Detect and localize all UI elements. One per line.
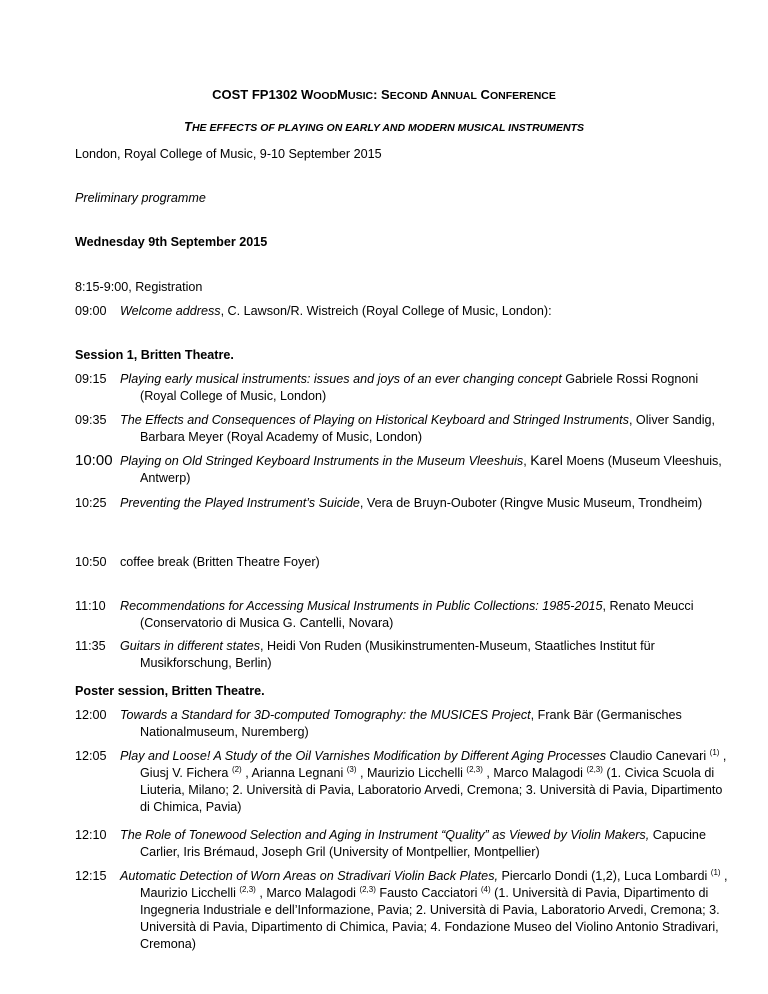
- item-title: Recommendations for Accessing Musical Instruments in Public Collections: 1985-2015: [120, 599, 603, 613]
- programme-item: 10:00 Playing on Old Stringed Keyboard Instruments in the Museum Vleeshuis, Karel Moens (Museum Vleeshuis, Antwerp): [75, 452, 722, 485]
- item-speakers: , Heidi Von Ruden (Musikinstrumenten-Museum, Staatliches Institut für Musikforschung, Berlin): [140, 639, 655, 670]
- item-speakers: Capucine Carlier, Iris Brémaud, Joseph Gril (University of Montpellier, Montpellier): [140, 828, 706, 859]
- preliminary-label: Preliminary programme: [75, 191, 206, 205]
- item-title: Welcome address: [120, 304, 221, 318]
- item-time: 12:10: [75, 828, 107, 842]
- item-title: Play and Loose! A Study of the Oil Varnishes Modification by Different Aging Processes: [120, 749, 607, 763]
- item-time: 12:05: [75, 749, 107, 763]
- item-time: 10:50: [75, 555, 107, 569]
- conference-title: COST FP1302 WOODMUSIC: SECOND ANNUAL CONFERENCE: [212, 87, 556, 102]
- item-time: 12:15: [75, 869, 107, 883]
- item-time: 09:35: [75, 413, 107, 427]
- programme-item: [75, 412, 735, 446]
- item-title: Automatic Detection of Worn Areas on Stradivari Violin Back Plates,: [120, 869, 498, 883]
- item-time: 10:25: [75, 496, 107, 510]
- programme-item: [75, 598, 735, 632]
- session-1-heading: Session 1, Britten Theatre.: [75, 348, 234, 362]
- registration-line: 8:15-9:00, Registration: [75, 280, 203, 294]
- programme-item: [75, 495, 735, 512]
- item-text: coffee break (Britten Theatre Foyer): [120, 555, 320, 569]
- conference-location: London, Royal College of Music, 9-10 September 2015: [75, 147, 382, 161]
- item-speakers: , Renato Meucci (Conservatorio di Musica G. Cantelli, Novara): [140, 599, 694, 630]
- item-title: Playing on Old Stringed Keyboard Instruments in the Museum Vleeshuis: [120, 454, 524, 468]
- item-time: 11:10: [75, 599, 106, 613]
- programme-item: [75, 371, 735, 405]
- item-time: 11:35: [75, 639, 106, 653]
- item-speakers: , Vera de Bruyn-Ouboter (Ringve Music Museum, Trondheim): [359, 496, 703, 510]
- item-speakers: , C. Lawson/R. Wistreich (Royal College of Music, London):: [220, 304, 552, 318]
- programme-item-welcome: [75, 303, 735, 320]
- programme-item: 12:15 Automatic Detection of Worn Areas on Stradivari Violin Back Plates, Piercarlo Dondi (1,2), Luca Lombardi $^{(1)}$ , Maurizio Licchelli $^{(2,3)}$ , Marco Malagodi $^{(2,3)}$ Fausto Cacciatori $^{(4)}$ (1. Università di Pavia, Dipartimento di Ingegneria Industriale e dell’Informazione, Pavia; 2. Università di Pavia, Laboratorio Arvedi, Cremona; 3. Università di Pavia, Dipartimento di Chimica, Pavia; 4. Fondazione Museo del Violino Antonio Stradivari, Cremona): [75, 868, 728, 951]
- day-heading: Wednesday 9th September 2015: [75, 235, 268, 249]
- item-title: The Effects and Consequences of Playing on Historical Keyboard and Stringed Instruments: [120, 413, 629, 427]
- item-time: 09:15: [75, 372, 107, 386]
- item-speakers: Gabriele Rossi Rognoni (Royal College of Music, London): [140, 372, 699, 403]
- programme-item-coffee: [75, 554, 735, 571]
- item-title: Preventing the Played Instrument’s Suicide: [120, 496, 360, 510]
- programme-item: [75, 638, 735, 672]
- conference-subtitle: THE EFFECTS OF PLAYING ON EARLY AND MODERN MUSICAL INSTRUMENTS: [184, 119, 584, 134]
- item-speakers: , Oliver Sandig, Barbara Meyer (Royal Academy of Music, London): [140, 413, 716, 444]
- programme-item: [75, 827, 735, 861]
- item-time: 10:00: [75, 452, 113, 469]
- item-time: 09:00: [75, 304, 107, 318]
- item-speaker-name: Karel: [530, 452, 563, 468]
- programme-item: 12:05 Play and Loose! A Study of the Oil Varnishes Modification by Different Aging Processes Claudio Canevari $^{(1)}$ , Giusj V. Fichera $^{(2)}$ , Arianna Legnani $^{(3)}$ , Maurizio Licchelli $^{(2,3)}$ , Marco Malagodi $^{(2,3)}$ (1. Civica Scuola di Liuteria, Milano; 2. Università di Pavia, Laboratorio Arvedi, Cremona; 3. Università di Pavia, Dipartimento di Chimica, Pavia): [75, 748, 727, 814]
- item-title: Playing early musical instruments: issues and joys of an ever changing concept: [120, 372, 562, 386]
- item-speakers: , Frank Bär (Germanisches Nationalmuseum, Nuremberg): [140, 708, 682, 739]
- item-title: Guitars in different states: [120, 639, 260, 653]
- item-title: Towards a Standard for 3D-computed Tomography: the MUSICES Project: [120, 708, 531, 722]
- item-time: 12:00: [75, 708, 107, 722]
- item-title: The Role of Tonewood Selection and Aging in Instrument “Quality” as Viewed by Violin Makers,: [120, 828, 650, 842]
- programme-item: [75, 707, 735, 741]
- item-speakers: Moens (Museum Vleeshuis, Antwerp): [140, 454, 722, 485]
- poster-session-heading: Poster session, Britten Theatre.: [75, 684, 265, 698]
